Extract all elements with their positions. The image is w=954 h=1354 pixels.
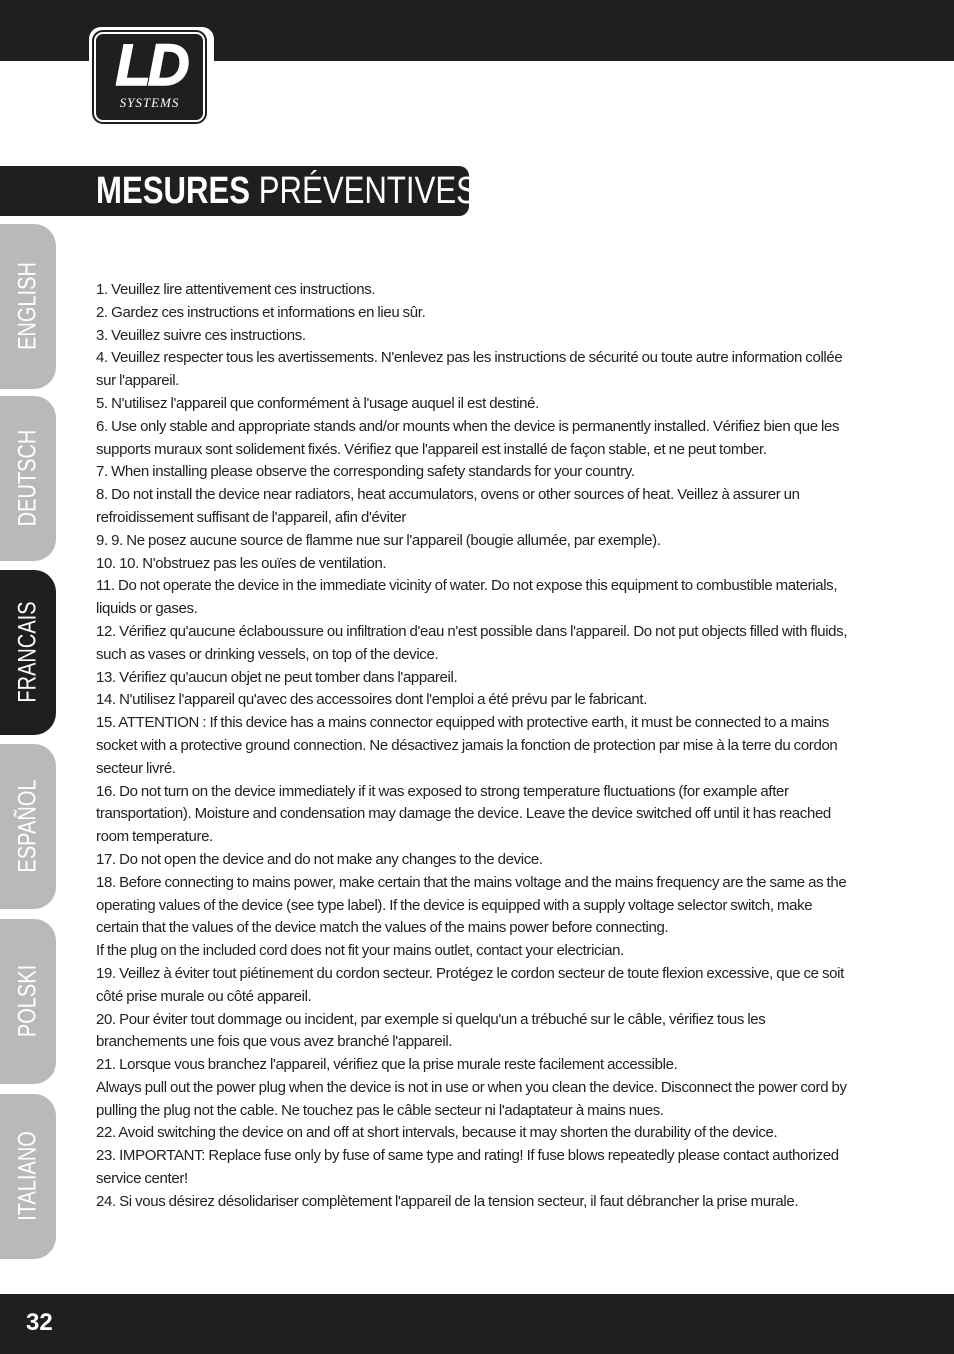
list-item: If the plug on the included cord does not fit your mains outlet, contact your electrician. [96, 942, 624, 960]
list-item: 24. Si vous désirez désolidariser complètement l'appareil de la tension secteur, il faut débrancher la prise murale. [96, 1192, 799, 1210]
tab-italiano-label: ITALIANO [13, 1131, 42, 1221]
tab-espanol-label: ESPAÑOL [13, 779, 42, 873]
list-item: 18. Before connecting to mains power, make certain that the mains voltage and the mains frequency are the same as the operating values of the device (see type label). If the device is equipped with a supply voltage selector switch, make certain that the values of the device match the values of the mains power before connecting. [96, 873, 847, 937]
tab-italiano[interactable] [0, 1094, 56, 1259]
instructions-list [96, 279, 858, 1214]
list-item: 5. N'utilisez l'appareil que conformément à l'usage auquel il est destiné. [96, 394, 539, 412]
tab-francais[interactable] [0, 570, 56, 735]
tab-espanol[interactable] [0, 744, 56, 909]
list-item: 16. Do not turn on the device immediately if it was exposed to strong temperature fluctuations (for example after transportation). Moisture and condensation may damage the device. Leave the device switched off until it has reached room temperature. [96, 782, 831, 846]
logo-badge [94, 32, 205, 122]
list-item: 20. Pour éviter tout dommage ou incident, par exemple si quelqu'un a trébuché sur le câble, vérifiez tous les branchements une fois que vous avez branché l'appareil. [96, 1010, 766, 1051]
tab-english[interactable] [0, 224, 56, 389]
list-item: 1. Veuillez lire attentivement ces instructions. [96, 281, 376, 298]
bottom-bar [0, 1294, 954, 1354]
tab-polski-label: POLSKI [13, 964, 42, 1038]
list-item: 15. ATTENTION : If this device has a mains connector equipped with protective earth, it must be connected to a mains socket with a protective ground connection. Ne désactivez jamais la fonction de protection par mise à la terre du cordon secteur livré. [96, 714, 838, 777]
list-item: 10. 10. N'obstruez pas les ouïes de ventilation. [96, 554, 387, 572]
list-item: 21. Lorsque vous branchez l'appareil, vérifiez que la prise murale reste facilement accessible. [96, 1056, 678, 1074]
list-item: 4. Veuillez respecter tous les avertissements. N'enlevez pas les instructions de sécurité ou toute autre information collée sur l'appareil. [96, 349, 843, 390]
list-item: 22. Avoid switching the device on and off at short intervals, because it may shorten the durability of the device. [96, 1124, 778, 1142]
logo-subtitle: SYSTEMS [119, 95, 180, 110]
list-item: 12. Vérifiez qu'aucune éclaboussure ou infiltration d'eau n'est possible dans l'appareil. Do not put objects filled with fluids, such as vases or drinking vessels, on top of the device. [96, 622, 848, 663]
list-item: 17. Do not open the device and do not make any changes to the device. [96, 850, 543, 868]
tab-polski[interactable] [0, 919, 56, 1084]
list-item: 13. Vérifiez qu'aucun objet ne peut tomber dans l'appareil. [96, 668, 458, 686]
list-item: 2. Gardez ces instructions et informations en lieu sûr. [96, 303, 426, 321]
list-item: 3. Veuillez suivre ces instructions. [96, 326, 306, 344]
logo-brand: LD [115, 33, 187, 98]
section-title-bar [0, 166, 495, 216]
list-item: 9. 9. Ne posez aucune source de flamme nue sur l'appareil (bougie allumée, par exemple). [96, 531, 661, 549]
list-item: 19. Veillez à éviter tout piétinement du cordon secteur. Protégez le cordon secteur de toute flexion excessive, que ce soit côté prise murale ou côté appareil. [96, 964, 844, 1005]
list-item: 6. Use only stable and appropriate stands and/or mounts when the device is permanently installed. Vérifiez bien que les supports muraux sont solidement fixés. Vérifiez que l'appareil est installé de façon stable, et ne peut tomber. [96, 417, 840, 458]
list-item: Always pull out the power plug when the device is not in use or when you clean the device. Disconnect the power cord by pulling the plug not the cable. Ne touchez pas le câble secteur ni l'adaptateur à mains nues. [96, 1078, 847, 1119]
section-title-rest: PRÉVENTIVES : [250, 170, 495, 212]
tab-english-label: ENGLISH [13, 262, 42, 350]
list-item: 23. IMPORTANT: Replace fuse only by fuse of same type and rating! If fuse blows repeatedly please contact authorized service center! [96, 1147, 839, 1188]
section-title-bold: MESURES [96, 170, 251, 212]
tab-deutsch-label: DEUTSCH [13, 429, 42, 527]
ld-systems-logo [89, 27, 214, 127]
tab-francais-label: FRANCAIS [13, 601, 42, 703]
list-item: 14. N'utilisez l'appareil qu'avec des accessoires dont l'emploi a été prévu par le fabricant. [96, 691, 648, 709]
list-item: 11. Do not operate the device in the immediate vicinity of water. Do not expose this equipment to combustible materials, liquids or gases. [96, 577, 838, 618]
page-number: 32 [26, 1309, 53, 1336]
list-item: 7. When installing please observe the corresponding safety standards for your country. [96, 463, 635, 481]
tab-deutsch[interactable] [0, 396, 56, 561]
section-title [96, 170, 494, 212]
list-item: 8. Do not install the device near radiators, heat accumulators, ovens or other sources of heat. Veillez à assurer un refroidissement suffisant de l'appareil, afin d'éviter [96, 486, 800, 526]
